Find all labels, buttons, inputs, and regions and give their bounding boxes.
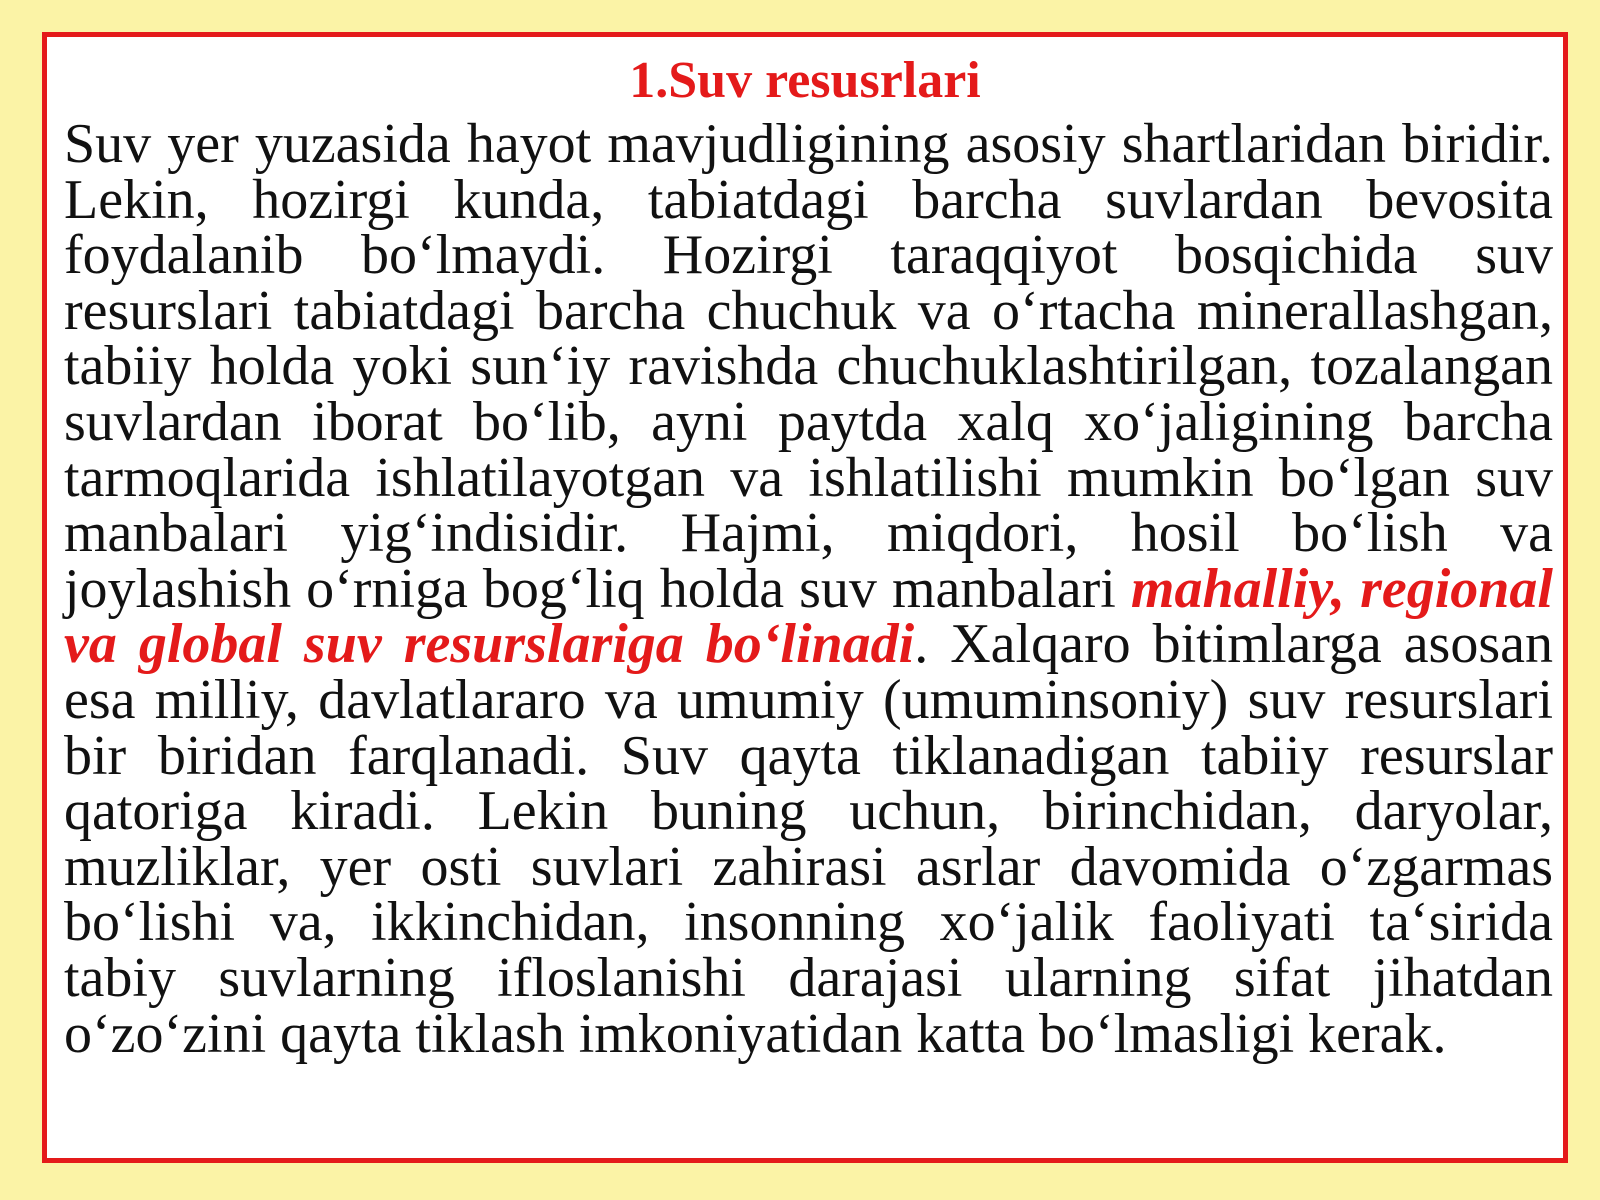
paragraph-text-after: . Xalqaro bitimlarga asosan esa milliy, davlatlararo va umumiy (umuminsoniy) suv resurslari bir biridan farqlanadi. Suv qayta tiklanadigan tabiiy resurslar qatoriga kiradi. Lekin buning uchun, birinchidan, daryolar, muzliklar, yer osti suvlari zahirasi asrlar davomida o‘zgarmas bo‘lishi va, ikkinchidan, insonning xo‘jalik faoliyati ta‘sirida tabiy suvlarning ifloslanishi darajasi ularning sifat jihatdan o‘zo‘zini qayta tiklash imkoniyatidan katta bo‘lmasligi kerak. [64, 613, 1553, 1065]
slide-title: 1.Suv resusrlari [629, 52, 981, 109]
body-paragraph [64, 113, 1553, 1065]
slide-frame [42, 32, 1568, 1163]
paragraph-emphasis: mahalliy, regional va global suv resurslariga bo‘linadi [64, 557, 1553, 676]
paragraph-text-before: Suv yer yuzasida hayot mavjudligining asosiy shartlaridan biridir. Lekin, hozirgi kunda, tabiatdagi barcha suvlardan bevosita foydalanib bo‘lmaydi. Hozirgi taraqqiyot bosqichida suv resurslari tabiatdagi barcha chuchuk va o‘rtacha minerallashgan, tabiiy holda yoki sun‘iy ravishda chuchuklashtirilgan, tozalangan suvlardan iborat bo‘lib, ayni paytda xalq xo‘jaligining barcha tarmoqlarida ishlatilayotgan va ishlatilishi mumkin bo‘lgan suv manbalari yig‘indisidir. Hajmi, miqdori, hosil bo‘lish va joylashish o‘rniga bog‘liq holda suv manbalari [64, 113, 1553, 620]
